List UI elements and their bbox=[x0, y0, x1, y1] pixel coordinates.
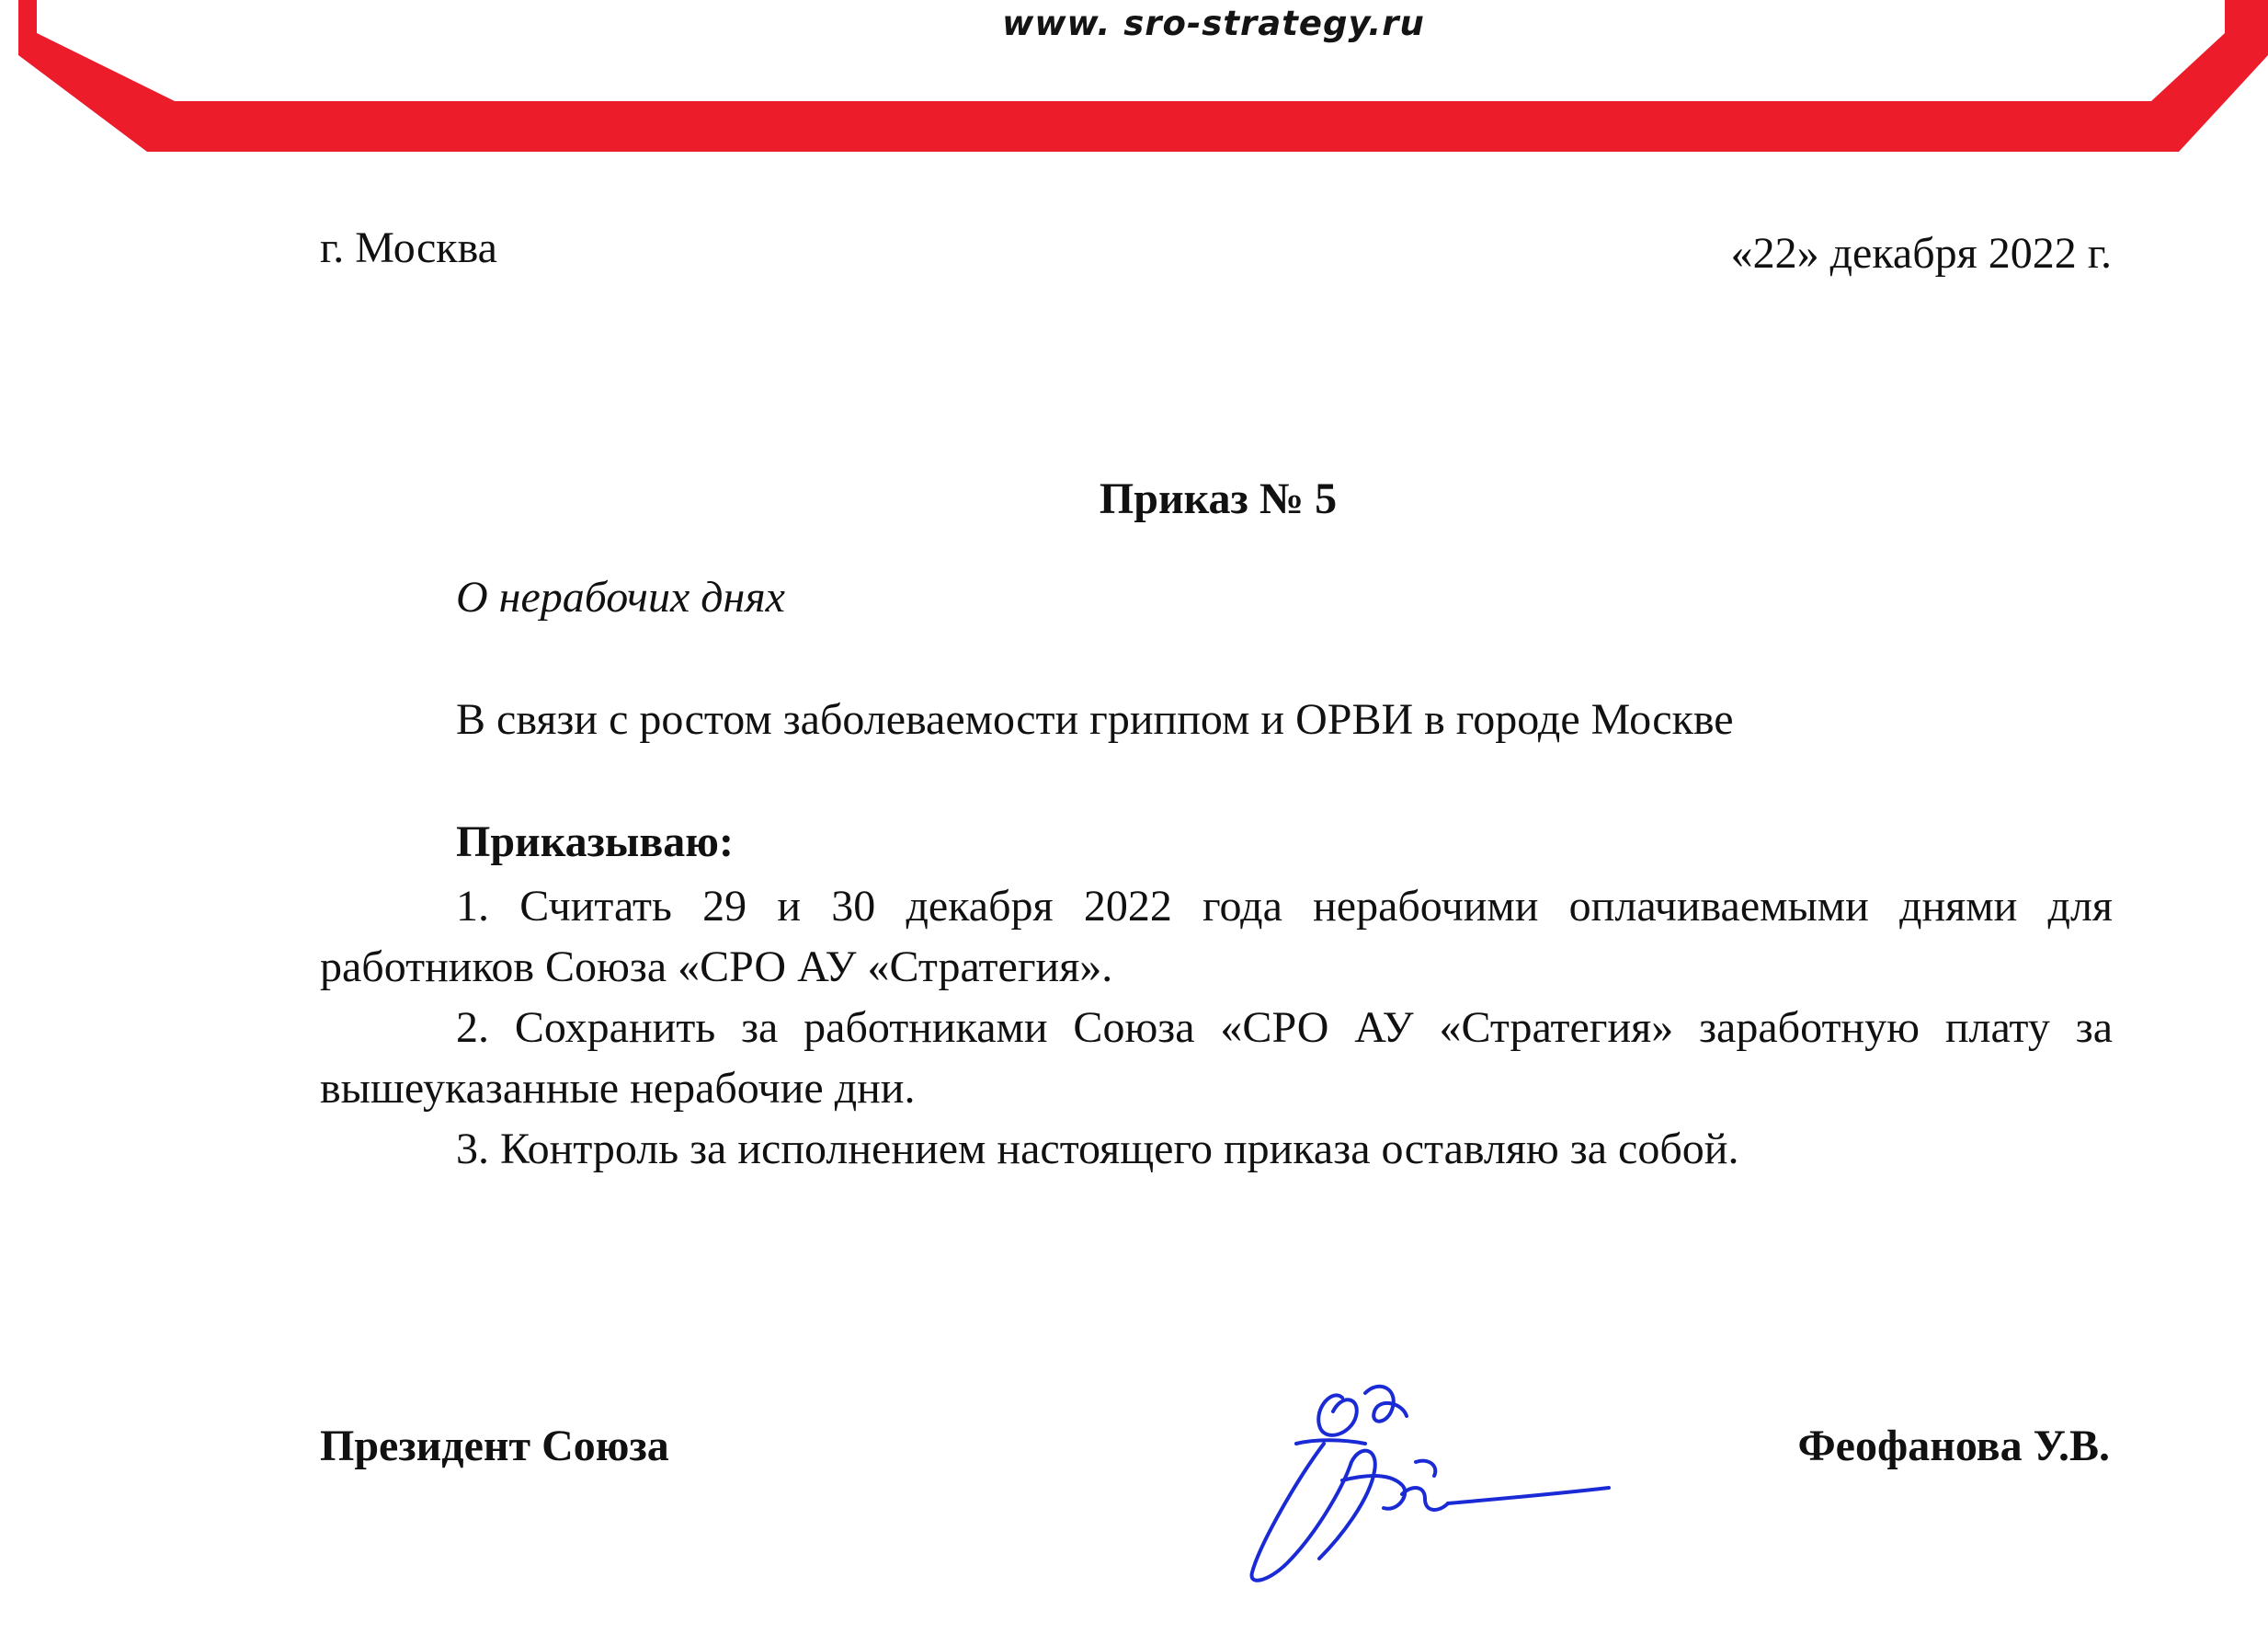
website-url: www. sro-strategy.ru bbox=[1002, 4, 1425, 43]
signature-image bbox=[1204, 1306, 1618, 1637]
order-subject: О нерабочих днях bbox=[456, 573, 785, 622]
order-title: Приказ № 5 bbox=[1099, 474, 1338, 523]
signer-name: Феофанова У.В. bbox=[1797, 1422, 2110, 1470]
order-item: 1. Считать 29 и 30 декабря 2022 года нерабочими оплачиваемыми днями для работников Союза «СРО АУ «Стратегия». bbox=[320, 882, 2113, 991]
signer-position: Президент Союза bbox=[320, 1422, 669, 1470]
order-item: 2. Сохранить за работниками Союза «СРО АУ «Стратегия» заработную плату за вышеуказанные нерабочие дни. bbox=[320, 1003, 2113, 1113]
order-preamble: В связи с ростом заболеваемости гриппом и ОРВИ в городе Москве bbox=[456, 695, 1734, 744]
order-item: 3. Контроль за исполнением настоящего приказа оставляю за собой. bbox=[456, 1125, 1739, 1173]
document-date: «22» декабря 2022 г. bbox=[1730, 229, 2112, 278]
document-place: г. Москва bbox=[320, 223, 497, 272]
order-word: Приказываю: bbox=[456, 817, 734, 866]
order-items bbox=[320, 876, 2113, 1180]
